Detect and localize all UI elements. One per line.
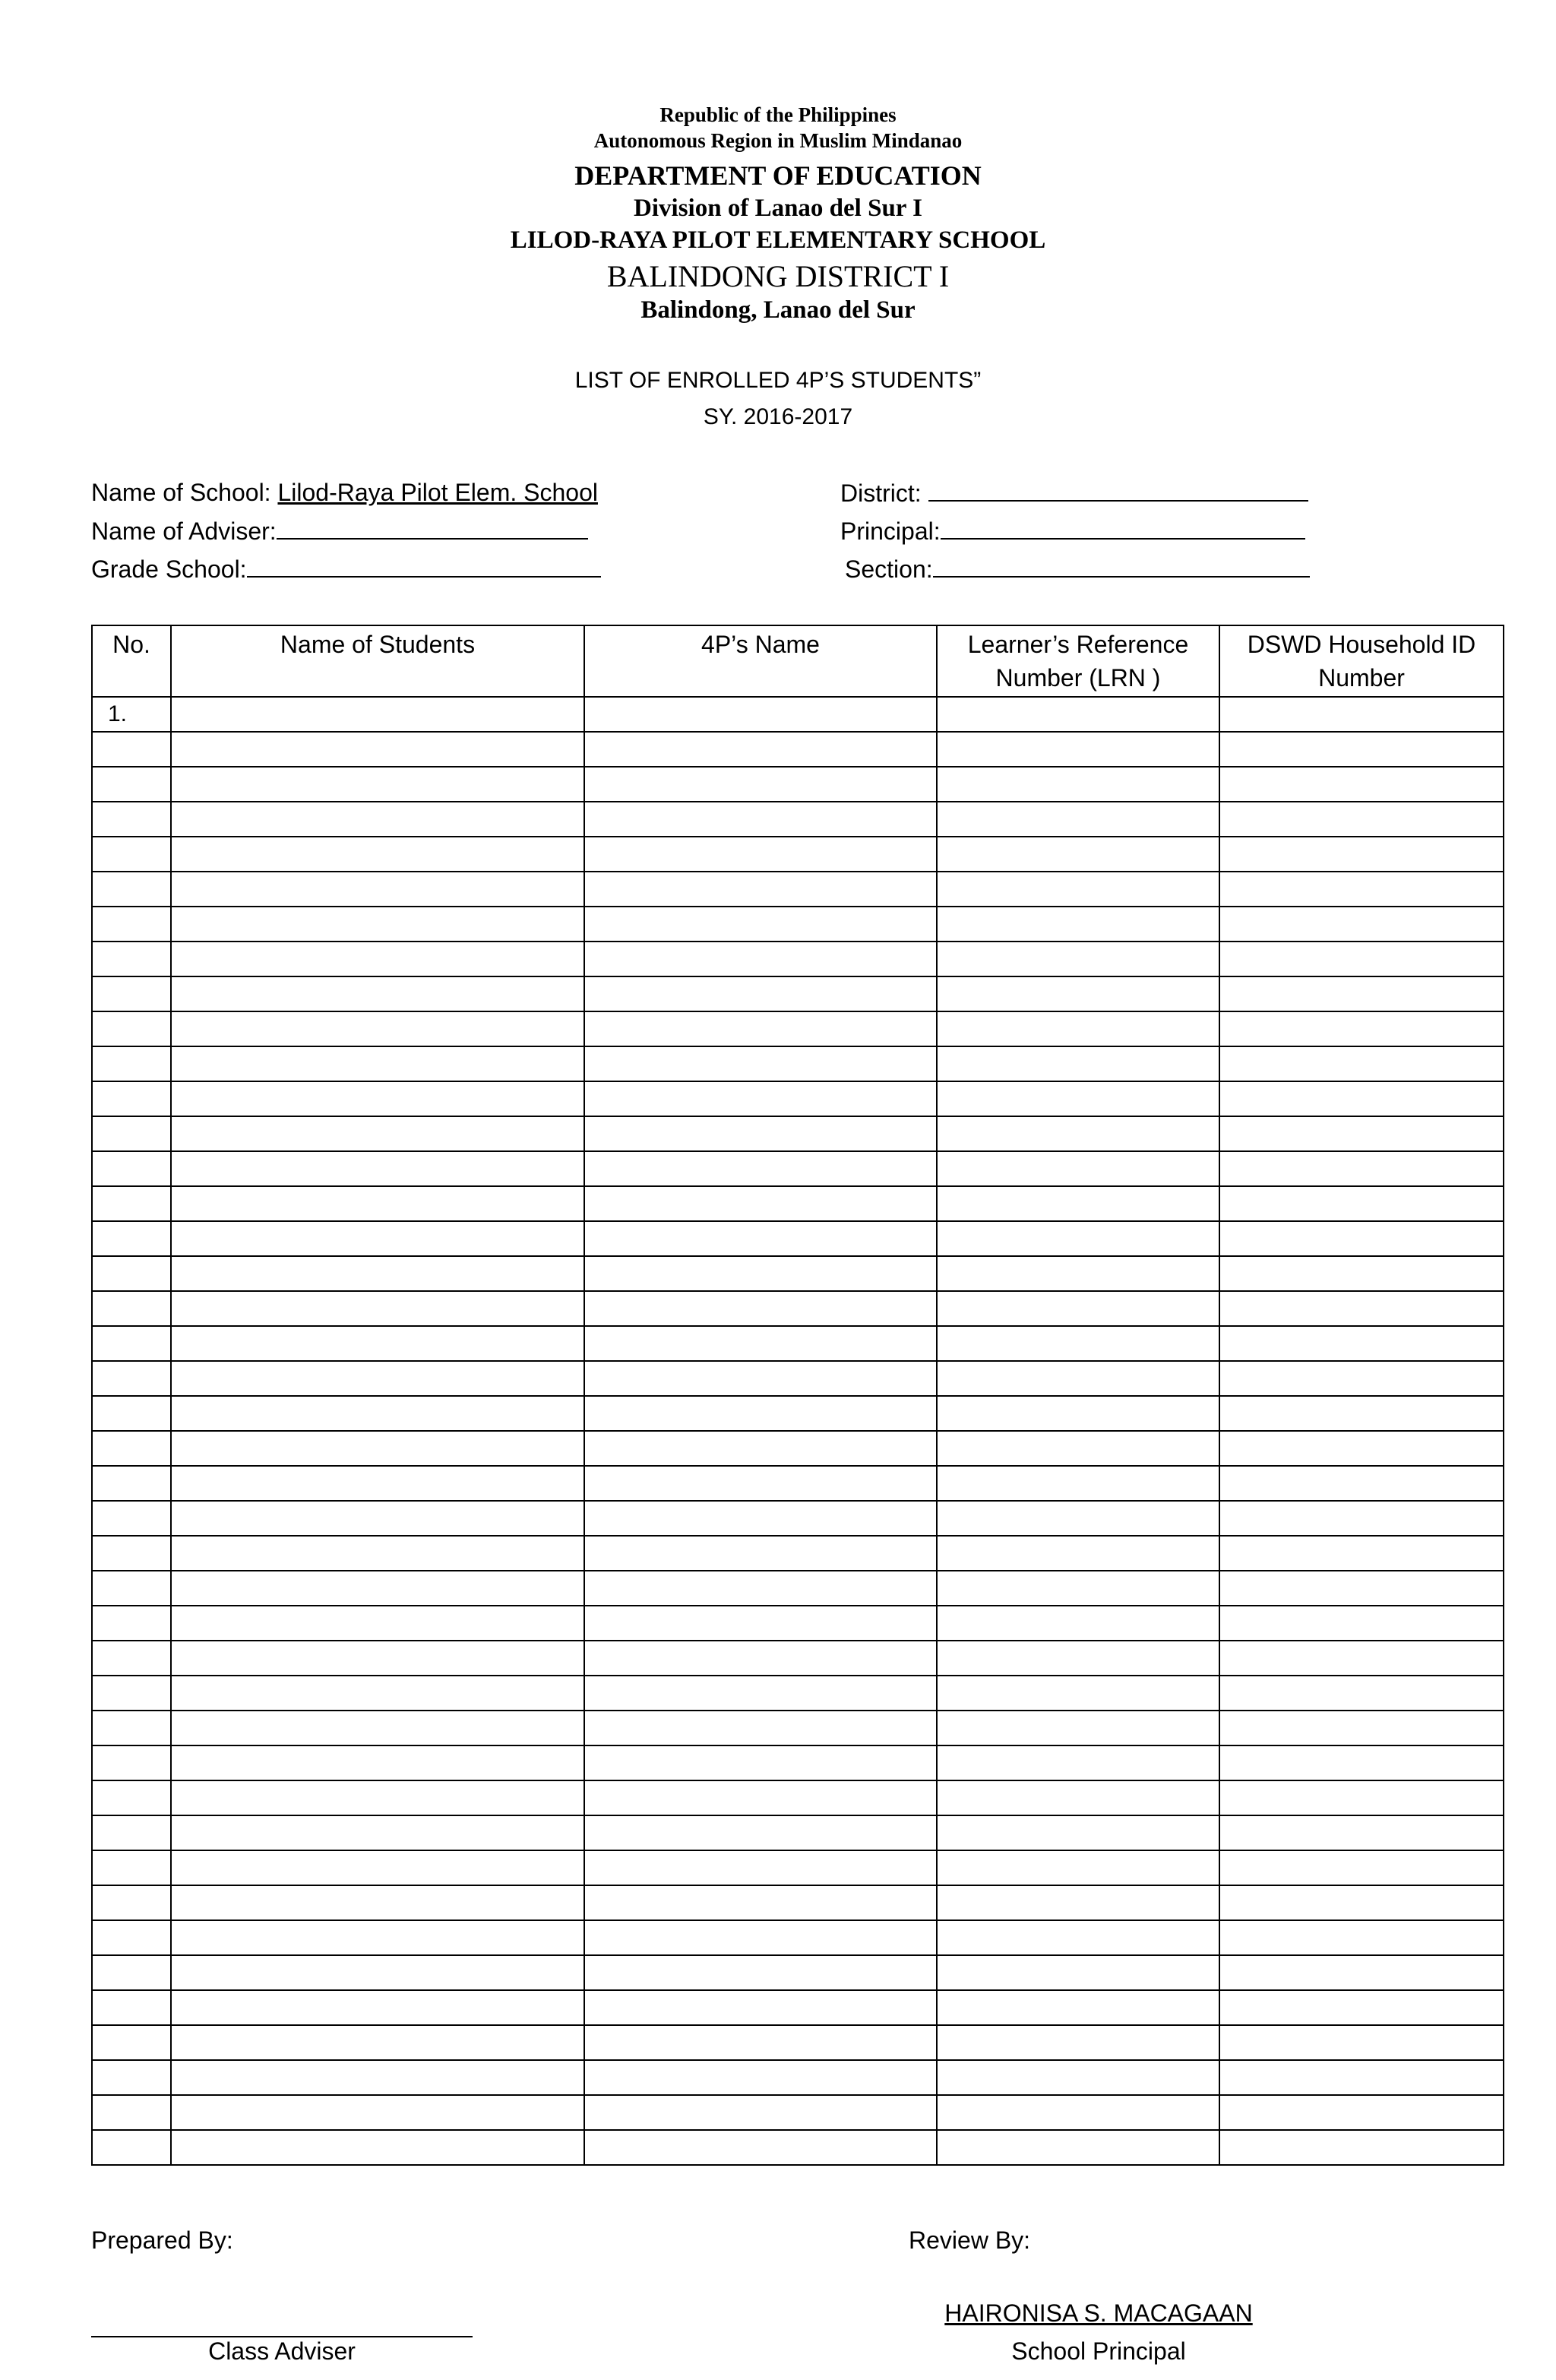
cell-dswd-id[interactable] bbox=[1219, 697, 1504, 732]
principal-name: HAIRONISA S. MACAGAAN bbox=[944, 2299, 1253, 2327]
table-header-row bbox=[92, 625, 1504, 697]
principal-blank-line[interactable] bbox=[941, 517, 1305, 540]
cell-student-name[interactable] bbox=[171, 1361, 584, 1396]
table-row bbox=[92, 942, 1504, 976]
cell-no[interactable] bbox=[92, 1920, 171, 1955]
cell-4ps-name[interactable] bbox=[584, 1536, 937, 1571]
cell-student-name[interactable] bbox=[171, 1955, 584, 1990]
cell-4ps-name[interactable] bbox=[584, 1815, 937, 1850]
table-row bbox=[92, 1780, 1504, 1815]
cell-lrn[interactable] bbox=[937, 1885, 1219, 1920]
cell-dswd-id[interactable] bbox=[1219, 1221, 1504, 1256]
cell-student-name[interactable] bbox=[171, 1431, 584, 1466]
cell-dswd-id[interactable] bbox=[1219, 1466, 1504, 1501]
cell-student-name[interactable] bbox=[171, 942, 584, 976]
table-row bbox=[92, 1466, 1504, 1501]
table-row bbox=[92, 1011, 1504, 1046]
cell-lrn[interactable] bbox=[937, 1151, 1219, 1186]
cell-dswd-id[interactable] bbox=[1219, 1920, 1504, 1955]
cell-4ps-name[interactable] bbox=[584, 1676, 937, 1711]
principal-label: Principal: bbox=[840, 517, 941, 545]
cell-4ps-name[interactable] bbox=[584, 1850, 937, 1885]
cell-dswd-id[interactable] bbox=[1219, 1955, 1504, 1990]
cell-dswd-id[interactable] bbox=[1219, 1536, 1504, 1571]
cell-4ps-name[interactable] bbox=[584, 2025, 937, 2060]
cell-student-name[interactable] bbox=[171, 1676, 584, 1711]
cell-4ps-name[interactable] bbox=[584, 1011, 937, 1046]
cell-student-name[interactable] bbox=[171, 872, 584, 907]
cell-student-name[interactable] bbox=[171, 1711, 584, 1745]
col-header-no: No. bbox=[92, 625, 171, 697]
cell-4ps-name[interactable] bbox=[584, 1606, 937, 1641]
cell-lrn[interactable] bbox=[937, 1850, 1219, 1885]
table-row bbox=[92, 1361, 1504, 1396]
cell-no[interactable] bbox=[92, 802, 171, 837]
cell-student-name[interactable] bbox=[171, 1885, 584, 1920]
cell-dswd-id[interactable] bbox=[1219, 802, 1504, 837]
cell-student-name[interactable] bbox=[171, 767, 584, 802]
grade-label: Grade School: bbox=[91, 555, 247, 583]
cell-dswd-id[interactable] bbox=[1219, 2095, 1504, 2130]
cell-4ps-name[interactable] bbox=[584, 1571, 937, 1606]
cell-lrn[interactable] bbox=[937, 1011, 1219, 1046]
cell-no[interactable] bbox=[92, 1990, 171, 2025]
cell-lrn[interactable] bbox=[937, 1641, 1219, 1676]
cell-dswd-id[interactable] bbox=[1219, 942, 1504, 976]
cell-no[interactable] bbox=[92, 1221, 171, 1256]
table-row bbox=[92, 2060, 1504, 2095]
cell-dswd-id[interactable] bbox=[1219, 1361, 1504, 1396]
cell-student-name[interactable] bbox=[171, 2025, 584, 2060]
cell-4ps-name[interactable] bbox=[584, 1711, 937, 1745]
table-row bbox=[92, 2095, 1504, 2130]
cell-student-name[interactable] bbox=[171, 2130, 584, 2165]
cell-4ps-name[interactable] bbox=[584, 697, 937, 732]
cell-4ps-name[interactable] bbox=[584, 1955, 937, 1990]
table-row bbox=[92, 1081, 1504, 1116]
cell-4ps-name[interactable] bbox=[584, 1780, 937, 1815]
table-row bbox=[92, 1046, 1504, 1081]
cell-dswd-id[interactable] bbox=[1219, 2025, 1504, 2060]
cell-dswd-id[interactable] bbox=[1219, 872, 1504, 907]
cell-dswd-id[interactable] bbox=[1219, 2130, 1504, 2165]
cell-student-name[interactable] bbox=[171, 1186, 584, 1221]
col-header-lrn-line2: Number (LRN ) bbox=[995, 664, 1161, 692]
cell-no[interactable] bbox=[92, 767, 171, 802]
cell-4ps-name[interactable] bbox=[584, 907, 937, 942]
header-division: Division of Lanao del Sur I bbox=[634, 195, 922, 222]
school-value: Lilod-Raya Pilot Elem. School bbox=[277, 479, 598, 506]
cell-lrn[interactable] bbox=[937, 942, 1219, 976]
cell-4ps-name[interactable] bbox=[584, 872, 937, 907]
cell-dswd-id[interactable] bbox=[1219, 1326, 1504, 1361]
students-table bbox=[91, 625, 1504, 2166]
review-by-label: Review By: bbox=[909, 2227, 1031, 2254]
table-row bbox=[92, 1186, 1504, 1221]
cell-lrn[interactable] bbox=[937, 1361, 1219, 1396]
cell-dswd-id[interactable] bbox=[1219, 1256, 1504, 1291]
cell-no[interactable] bbox=[92, 1081, 171, 1116]
cell-lrn[interactable] bbox=[937, 1291, 1219, 1326]
cell-lrn[interactable] bbox=[937, 1466, 1219, 1501]
table-row bbox=[92, 1116, 1504, 1151]
cell-4ps-name[interactable] bbox=[584, 1291, 937, 1326]
cell-dswd-id[interactable] bbox=[1219, 1815, 1504, 1850]
cell-dswd-id[interactable] bbox=[1219, 1501, 1504, 1536]
cell-no[interactable] bbox=[92, 2095, 171, 2130]
district-field bbox=[840, 479, 1308, 508]
cell-dswd-id[interactable] bbox=[1219, 1641, 1504, 1676]
prepared-by-label: Prepared By: bbox=[91, 2227, 233, 2254]
cell-4ps-name[interactable] bbox=[584, 1186, 937, 1221]
district-label: District: bbox=[840, 479, 922, 507]
cell-lrn[interactable] bbox=[937, 1046, 1219, 1081]
cell-no[interactable] bbox=[92, 1186, 171, 1221]
cell-no[interactable] bbox=[92, 872, 171, 907]
cell-dswd-id[interactable] bbox=[1219, 1850, 1504, 1885]
header-district: BALINDONG DISTRICT I bbox=[606, 259, 950, 293]
cell-4ps-name[interactable] bbox=[584, 1326, 937, 1361]
cell-4ps-name[interactable] bbox=[584, 1221, 937, 1256]
table-row bbox=[92, 1955, 1504, 1990]
cell-lrn[interactable] bbox=[937, 1606, 1219, 1641]
cell-no[interactable] bbox=[92, 1780, 171, 1815]
cell-lrn[interactable] bbox=[937, 1780, 1219, 1815]
principal-title: School Principal bbox=[1011, 2337, 1186, 2365]
cell-lrn[interactable] bbox=[937, 767, 1219, 802]
cell-lrn[interactable] bbox=[937, 1920, 1219, 1955]
cell-student-name[interactable] bbox=[171, 1081, 584, 1116]
col-header-lrn bbox=[937, 625, 1219, 697]
cell-lrn[interactable] bbox=[937, 802, 1219, 837]
cell-no[interactable] bbox=[92, 1641, 171, 1676]
cell-no[interactable] bbox=[92, 1606, 171, 1641]
cell-lrn[interactable] bbox=[937, 1536, 1219, 1571]
cell-no[interactable] bbox=[92, 1256, 171, 1291]
cell-dswd-id[interactable] bbox=[1219, 976, 1504, 1011]
cell-student-name[interactable] bbox=[171, 1466, 584, 1501]
cell-4ps-name[interactable] bbox=[584, 1151, 937, 1186]
cell-no[interactable] bbox=[92, 976, 171, 1011]
cell-student-name[interactable] bbox=[171, 1815, 584, 1850]
cell-dswd-id[interactable] bbox=[1219, 1081, 1504, 1116]
cell-lrn[interactable] bbox=[937, 1501, 1219, 1536]
header-location: Balindong, Lanao del Sur bbox=[640, 296, 916, 324]
cell-no[interactable] bbox=[92, 2130, 171, 2165]
col-header-dswd-line1: DSWD Household ID bbox=[1247, 631, 1476, 658]
cell-lrn[interactable] bbox=[937, 1745, 1219, 1780]
cell-student-name[interactable] bbox=[171, 697, 584, 732]
table-row bbox=[92, 837, 1504, 872]
cell-lrn[interactable] bbox=[937, 1955, 1219, 1990]
cell-dswd-id[interactable] bbox=[1219, 1990, 1504, 2025]
cell-dswd-id[interactable] bbox=[1219, 1571, 1504, 1606]
cell-dswd-id[interactable] bbox=[1219, 1151, 1504, 1186]
cell-4ps-name[interactable] bbox=[584, 767, 937, 802]
cell-4ps-name[interactable] bbox=[584, 1361, 937, 1396]
cell-no[interactable] bbox=[92, 1955, 171, 1990]
cell-dswd-id[interactable] bbox=[1219, 1606, 1504, 1641]
header-region: Autonomous Region in Muslim Mindanao bbox=[593, 129, 963, 152]
table-row bbox=[92, 976, 1504, 1011]
table-row bbox=[92, 1256, 1504, 1291]
cell-student-name[interactable] bbox=[171, 1326, 584, 1361]
table-row bbox=[92, 1676, 1504, 1711]
cell-no[interactable] bbox=[92, 732, 171, 767]
cell-lrn[interactable] bbox=[937, 1081, 1219, 1116]
cell-no[interactable] bbox=[92, 1291, 171, 1326]
cell-dswd-id[interactable] bbox=[1219, 1116, 1504, 1151]
col-header-dswd-id bbox=[1219, 625, 1504, 697]
table-row bbox=[92, 767, 1504, 802]
cell-student-name[interactable] bbox=[171, 1606, 584, 1641]
grade-blank-line[interactable] bbox=[247, 555, 601, 578]
table-row bbox=[92, 1501, 1504, 1536]
cell-student-name[interactable] bbox=[171, 1920, 584, 1955]
cell-4ps-name[interactable] bbox=[584, 1431, 937, 1466]
table-row bbox=[92, 1571, 1504, 1606]
adviser-label: Name of Adviser: bbox=[91, 517, 277, 545]
cell-no[interactable] bbox=[92, 1676, 171, 1711]
cell-no[interactable] bbox=[92, 1711, 171, 1745]
school-year: SY. 2016-2017 bbox=[703, 404, 853, 429]
cell-dswd-id[interactable] bbox=[1219, 1780, 1504, 1815]
cell-no[interactable] bbox=[92, 1431, 171, 1466]
cell-student-name[interactable] bbox=[171, 1745, 584, 1780]
cell-student-name[interactable] bbox=[171, 1011, 584, 1046]
cell-lrn[interactable] bbox=[937, 1186, 1219, 1221]
cell-student-name[interactable] bbox=[171, 1536, 584, 1571]
section-field bbox=[845, 555, 1310, 584]
cell-dswd-id[interactable] bbox=[1219, 1011, 1504, 1046]
cell-4ps-name[interactable] bbox=[584, 1256, 937, 1291]
cell-no[interactable] bbox=[92, 1815, 171, 1850]
cell-lrn[interactable] bbox=[937, 1571, 1219, 1606]
cell-lrn[interactable] bbox=[937, 1990, 1219, 2025]
cell-4ps-name[interactable] bbox=[584, 1920, 937, 1955]
cell-lrn[interactable] bbox=[937, 872, 1219, 907]
cell-student-name[interactable] bbox=[171, 1046, 584, 1081]
cell-no[interactable] bbox=[92, 1011, 171, 1046]
table-row bbox=[92, 2130, 1504, 2165]
cell-student-name[interactable] bbox=[171, 976, 584, 1011]
table-row bbox=[92, 1431, 1504, 1466]
cell-student-name[interactable] bbox=[171, 732, 584, 767]
cell-lrn[interactable] bbox=[937, 1256, 1219, 1291]
cell-lrn[interactable] bbox=[937, 1676, 1219, 1711]
cell-lrn[interactable] bbox=[937, 2095, 1219, 2130]
cell-dswd-id[interactable] bbox=[1219, 1711, 1504, 1745]
section-label: Section: bbox=[845, 555, 933, 583]
cell-4ps-name[interactable] bbox=[584, 1466, 937, 1501]
district-blank-line[interactable] bbox=[928, 479, 1308, 502]
cell-student-name[interactable] bbox=[171, 1850, 584, 1885]
cell-student-name[interactable] bbox=[171, 2095, 584, 2130]
table-body bbox=[92, 697, 1504, 2165]
cell-no[interactable] bbox=[92, 1046, 171, 1081]
table-row bbox=[92, 1711, 1504, 1745]
cell-no[interactable] bbox=[92, 907, 171, 942]
cell-no[interactable] bbox=[92, 1501, 171, 1536]
cell-student-name[interactable] bbox=[171, 1151, 584, 1186]
cell-4ps-name[interactable] bbox=[584, 2060, 937, 2095]
cell-4ps-name[interactable] bbox=[584, 1501, 937, 1536]
cell-student-name[interactable] bbox=[171, 1501, 584, 1536]
cell-no[interactable]: 1. bbox=[92, 697, 171, 732]
cell-dswd-id[interactable] bbox=[1219, 1396, 1504, 1431]
cell-no[interactable] bbox=[92, 2060, 171, 2095]
cell-dswd-id[interactable] bbox=[1219, 1046, 1504, 1081]
col-header-student-name: Name of Students bbox=[171, 625, 584, 697]
cell-4ps-name[interactable] bbox=[584, 976, 937, 1011]
cell-4ps-name[interactable] bbox=[584, 1990, 937, 2025]
school-field bbox=[91, 479, 598, 507]
cell-dswd-id[interactable] bbox=[1219, 837, 1504, 872]
cell-4ps-name[interactable] bbox=[584, 1885, 937, 1920]
cell-lrn[interactable] bbox=[937, 2025, 1219, 2060]
cell-student-name[interactable] bbox=[171, 1780, 584, 1815]
table-row bbox=[92, 907, 1504, 942]
cell-dswd-id[interactable] bbox=[1219, 1676, 1504, 1711]
cell-student-name[interactable] bbox=[171, 1256, 584, 1291]
cell-student-name[interactable] bbox=[171, 802, 584, 837]
cell-dswd-id[interactable] bbox=[1219, 1186, 1504, 1221]
cell-lrn[interactable] bbox=[937, 1221, 1219, 1256]
cell-student-name[interactable] bbox=[171, 1571, 584, 1606]
table-row bbox=[92, 1990, 1504, 2025]
cell-lrn[interactable] bbox=[937, 1396, 1219, 1431]
table-row bbox=[92, 1291, 1504, 1326]
table-row bbox=[92, 1641, 1504, 1676]
cell-no[interactable] bbox=[92, 1326, 171, 1361]
cell-lrn[interactable] bbox=[937, 1711, 1219, 1745]
cell-dswd-id[interactable] bbox=[1219, 2060, 1504, 2095]
school-label: Name of School: bbox=[91, 479, 271, 506]
class-adviser-title: Class Adviser bbox=[208, 2337, 356, 2365]
table-row bbox=[92, 1326, 1504, 1361]
cell-lrn[interactable] bbox=[937, 2130, 1219, 2165]
table-row bbox=[92, 802, 1504, 837]
table-row bbox=[92, 1221, 1504, 1256]
cell-student-name[interactable] bbox=[171, 1291, 584, 1326]
cell-4ps-name[interactable] bbox=[584, 1081, 937, 1116]
header-republic: Republic of the Philippines bbox=[659, 103, 897, 126]
cell-no[interactable] bbox=[92, 1151, 171, 1186]
cell-lrn[interactable] bbox=[937, 2060, 1219, 2095]
table-row bbox=[92, 1850, 1504, 1885]
table-row bbox=[92, 1920, 1504, 1955]
cell-lrn[interactable] bbox=[937, 907, 1219, 942]
table-row bbox=[92, 1396, 1504, 1431]
cell-lrn[interactable] bbox=[937, 1326, 1219, 1361]
adviser-field bbox=[91, 517, 588, 546]
section-blank-line[interactable] bbox=[933, 555, 1310, 578]
table-row bbox=[92, 1885, 1504, 1920]
cell-4ps-name[interactable] bbox=[584, 1641, 937, 1676]
cell-4ps-name[interactable] bbox=[584, 802, 937, 837]
grade-field bbox=[91, 555, 601, 584]
cell-dswd-id[interactable] bbox=[1219, 907, 1504, 942]
cell-4ps-name[interactable] bbox=[584, 732, 937, 767]
cell-4ps-name[interactable] bbox=[584, 2095, 937, 2130]
cell-no[interactable] bbox=[92, 837, 171, 872]
cell-no[interactable] bbox=[92, 1466, 171, 1501]
cell-dswd-id[interactable] bbox=[1219, 1291, 1504, 1326]
cell-4ps-name[interactable] bbox=[584, 1116, 937, 1151]
principal-field bbox=[840, 517, 1305, 546]
cell-4ps-name[interactable] bbox=[584, 942, 937, 976]
table-row bbox=[92, 1536, 1504, 1571]
cell-lrn[interactable] bbox=[937, 1431, 1219, 1466]
cell-dswd-id[interactable] bbox=[1219, 767, 1504, 802]
cell-no[interactable] bbox=[92, 1745, 171, 1780]
cell-dswd-id[interactable] bbox=[1219, 1745, 1504, 1780]
table-row bbox=[92, 872, 1504, 907]
col-header-dswd-line2: Number bbox=[1318, 664, 1405, 692]
cell-dswd-id[interactable] bbox=[1219, 1885, 1504, 1920]
cell-no[interactable] bbox=[92, 2025, 171, 2060]
table-row bbox=[92, 1815, 1504, 1850]
cell-4ps-name[interactable] bbox=[584, 1745, 937, 1780]
cell-4ps-name[interactable] bbox=[584, 1396, 937, 1431]
col-header-lrn-line1: Learner’s Reference bbox=[967, 631, 1189, 658]
cell-dswd-id[interactable] bbox=[1219, 732, 1504, 767]
table-row bbox=[92, 732, 1504, 767]
cell-dswd-id[interactable] bbox=[1219, 1431, 1504, 1466]
cell-4ps-name[interactable] bbox=[584, 1046, 937, 1081]
cell-lrn[interactable] bbox=[937, 1116, 1219, 1151]
cell-no[interactable] bbox=[92, 1885, 171, 1920]
cell-4ps-name[interactable] bbox=[584, 2130, 937, 2165]
cell-no[interactable] bbox=[92, 1396, 171, 1431]
cell-lrn[interactable] bbox=[937, 976, 1219, 1011]
cell-student-name[interactable] bbox=[171, 1990, 584, 2025]
cell-lrn[interactable] bbox=[937, 732, 1219, 767]
cell-student-name[interactable] bbox=[171, 837, 584, 872]
col-header-4ps-name: 4P’s Name bbox=[584, 625, 937, 697]
cell-student-name[interactable] bbox=[171, 907, 584, 942]
cell-student-name[interactable] bbox=[171, 1396, 584, 1431]
document-title: LIST OF ENROLLED 4P’S STUDENTS” bbox=[574, 368, 982, 393]
cell-no[interactable] bbox=[92, 1536, 171, 1571]
cell-no[interactable] bbox=[92, 1116, 171, 1151]
table-row bbox=[92, 697, 1504, 732]
cell-lrn[interactable] bbox=[937, 697, 1219, 732]
table-row bbox=[92, 1745, 1504, 1780]
cell-4ps-name[interactable] bbox=[584, 837, 937, 872]
table-row bbox=[92, 1151, 1504, 1186]
cell-no[interactable] bbox=[92, 1361, 171, 1396]
cell-student-name[interactable] bbox=[171, 1221, 584, 1256]
cell-student-name[interactable] bbox=[171, 1641, 584, 1676]
table-row bbox=[92, 1606, 1504, 1641]
adviser-blank-line[interactable] bbox=[277, 517, 588, 540]
cell-no[interactable] bbox=[92, 1850, 171, 1885]
cell-lrn[interactable] bbox=[937, 1815, 1219, 1850]
cell-student-name[interactable] bbox=[171, 1116, 584, 1151]
header-department: DEPARTMENT OF EDUCATION bbox=[574, 160, 982, 191]
table-row bbox=[92, 2025, 1504, 2060]
cell-no[interactable] bbox=[92, 942, 171, 976]
cell-student-name[interactable] bbox=[171, 2060, 584, 2095]
header-school-name: LILOD-RAYA PILOT ELEMENTARY SCHOOL bbox=[510, 226, 1046, 254]
cell-lrn[interactable] bbox=[937, 837, 1219, 872]
cell-no[interactable] bbox=[92, 1571, 171, 1606]
